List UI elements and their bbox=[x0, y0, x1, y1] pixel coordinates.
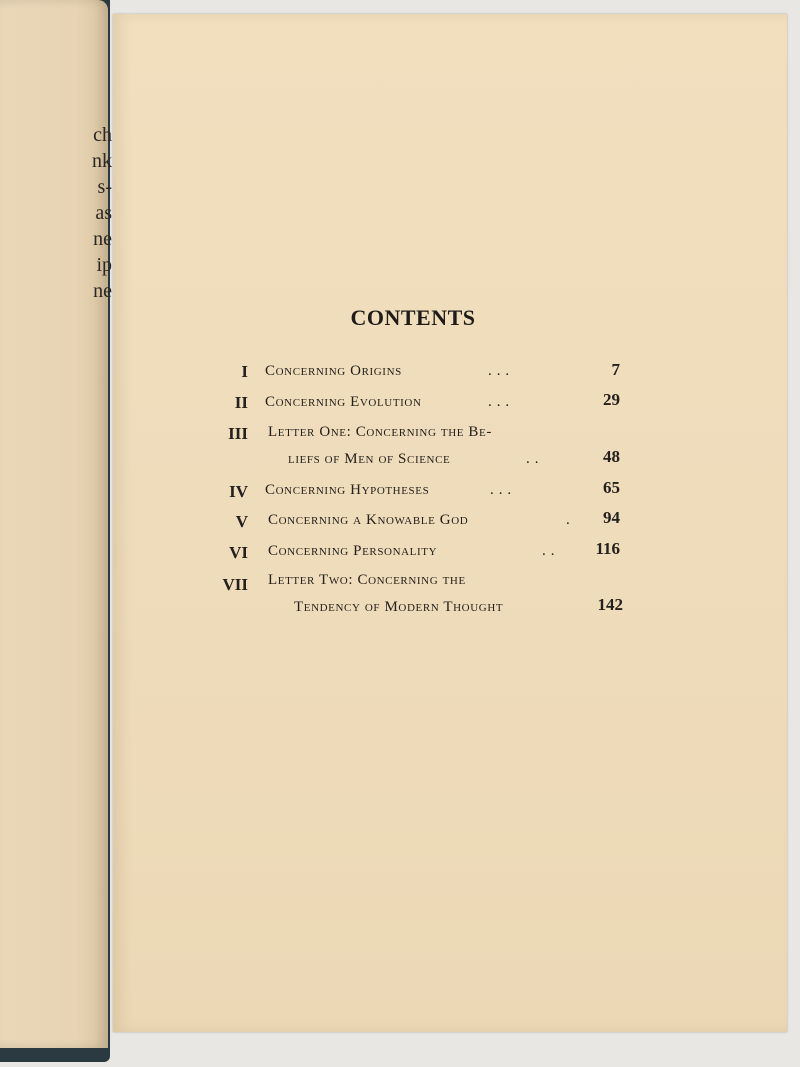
left-page-text-fragment: ip bbox=[96, 254, 112, 276]
left-page-text-fragment: ne bbox=[93, 228, 112, 250]
leader-dots: . . . bbox=[488, 394, 510, 410]
page-number: 48 bbox=[603, 447, 620, 466]
contents-heading: CONTENTS bbox=[350, 305, 476, 330]
chapter-numeral: III bbox=[228, 424, 248, 443]
chapter-title-continued: liefs of Men of Science bbox=[288, 451, 451, 467]
chapter-title: Concerning Origins bbox=[265, 363, 402, 379]
leader-dots: . . bbox=[542, 543, 556, 559]
page-number: 7 bbox=[611, 360, 620, 379]
chapter-numeral: IV bbox=[229, 482, 248, 501]
chapter-numeral: I bbox=[241, 362, 248, 381]
page-number: 142 bbox=[597, 595, 623, 614]
chapter-title: Letter One: Concerning the Be- bbox=[268, 424, 492, 440]
left-page-text-fragment: nk bbox=[92, 150, 112, 172]
chapter-numeral: VI bbox=[229, 543, 248, 562]
chapter-title: Concerning a Knowable God bbox=[268, 512, 469, 528]
left-page-text-fragment: s- bbox=[97, 176, 112, 198]
chapter-title: Letter Two: Concerning the bbox=[268, 572, 466, 588]
chapter-title: Concerning Hypotheses bbox=[265, 482, 430, 498]
left-page-text-fragment: ne bbox=[93, 280, 112, 302]
chapter-numeral: VII bbox=[222, 575, 248, 594]
page-number: 116 bbox=[595, 539, 620, 558]
left-page-text-fragment: ch bbox=[93, 124, 112, 146]
leader-dots: . . . bbox=[490, 482, 512, 498]
page-number: 94 bbox=[603, 508, 620, 527]
chapter-title: Concerning Personality bbox=[268, 543, 438, 559]
chapter-numeral: V bbox=[235, 512, 248, 531]
page-number: 29 bbox=[603, 390, 620, 409]
leader-dots: . bbox=[566, 512, 571, 528]
leader-dots: . . . bbox=[488, 363, 510, 379]
leader-dots: . . bbox=[526, 451, 540, 467]
page-number: 65 bbox=[603, 478, 620, 497]
left-page-text-fragment: as bbox=[95, 202, 112, 224]
chapter-title-continued: Tendency of Modern Thought bbox=[294, 599, 504, 615]
chapter-title: Concerning Evolution bbox=[265, 394, 422, 410]
left-page bbox=[0, 0, 112, 1048]
chapter-numeral: II bbox=[234, 393, 248, 412]
